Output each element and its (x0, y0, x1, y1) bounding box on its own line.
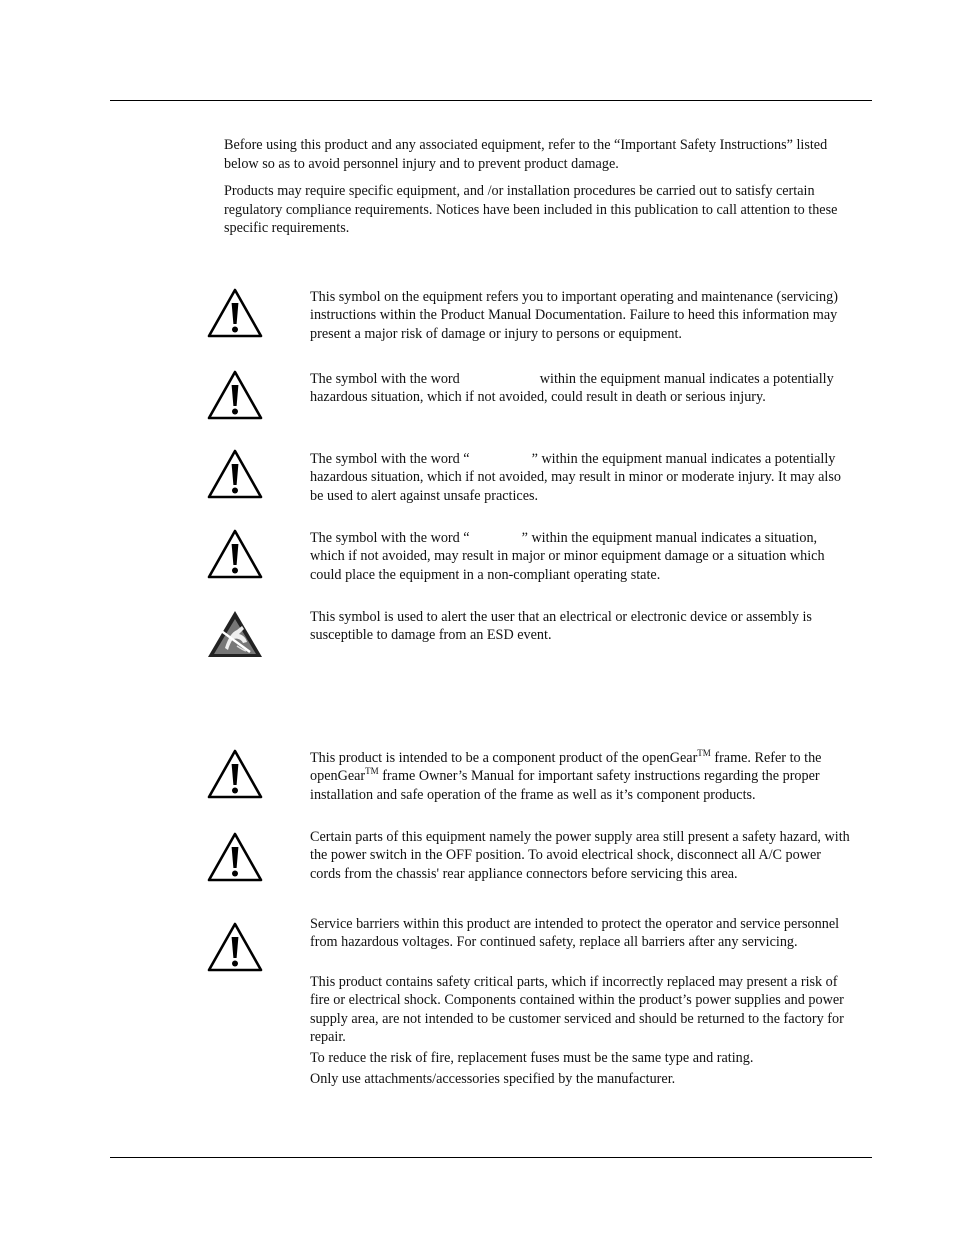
safety-power-supply: Certain parts of this equipment namely the power supply area still present a safety hazard, with the power switch in the OFF position. To avoid electrical shock, disconnect all A/C power cords from the chassis' rear appliance connectors before servicing this area. (310, 829, 850, 882)
warning-triangle-icon (206, 528, 264, 580)
warning-triangle-icon (206, 287, 264, 339)
warning-triangle-icon (206, 448, 264, 500)
safety-accessories: Only use attachments/accessories specified by the manufacturer. (310, 1071, 676, 1087)
footer-rule (110, 1157, 872, 1158)
symbol-description-caution: The symbol with the word “ ” within the equipment manual indicates a potentially hazardous situation, which if not avoided, may result in minor or moderate injury. It may also be used to alert against unsafe practices. (310, 451, 841, 504)
esd-sensitive-icon (206, 608, 264, 660)
intro-paragraph-1: Before using this product and any associated equipment, refer to the “Important Safety Instructions” listed below so as to avoid personnel injury and to prevent product damage. (224, 137, 828, 172)
safety-critical-parts: This product contains safety critical parts, which if incorrectly replaced may present a risk of fire or electrical shock. Components contained within the product’s power supplies and power supply area, are not intended to be customer serviced and should be returned to the factory for repair. (310, 974, 844, 1046)
symbol-description-caution-manual: This symbol on the equipment refers you to important operating and maintenance (servicing) instructions within the Product Manual Documentation. Failure to heed this information may present a major risk of damage or injury to persons or equipment. (310, 289, 838, 342)
header-rule (110, 100, 872, 101)
safety-component-product: This product is intended to be a component product of the openGear™ frame. Refer to the openGear™ frame Owner’s Manual for important safety instructions regarding the proper installation and safe operation of the frame as well as it’s component products. (310, 748, 822, 803)
warning-triangle-icon (206, 748, 264, 800)
safety-fuses: To reduce the risk of fire, replacement fuses must be the same type and rating. (310, 1050, 754, 1066)
symbol-description-warning: The symbol with the word within the equipment manual indicates a potentially hazardous situation, which if not avoided, could result in death or serious injury. (310, 371, 834, 406)
warning-triangle-icon (206, 831, 264, 883)
intro-paragraph-2: Products may require specific equipment, and /or installation procedures be carried out to satisfy certain regulatory compliance requirements. Notices have been included in this publication to call attention to these specific requirements. (224, 183, 838, 237)
warning-triangle-icon (206, 369, 264, 421)
symbol-description-notice: The symbol with the word “ ” within the equipment manual indicates a situation, which if not avoided, may result in major or minor equipment damage or a situation which could place the equipment in a non-compliant operating state. (310, 530, 825, 583)
safety-service-barriers: Service barriers within this product are intended to protect the operator and service personnel from hazardous voltages. For continued safety, replace all barriers after any servicing. (310, 916, 840, 951)
symbol-description-esd: This symbol is used to alert the user that an electrical or electronic device or assembly is susceptible to damage from an ESD event. (310, 609, 812, 644)
warning-triangle-icon (206, 921, 264, 973)
